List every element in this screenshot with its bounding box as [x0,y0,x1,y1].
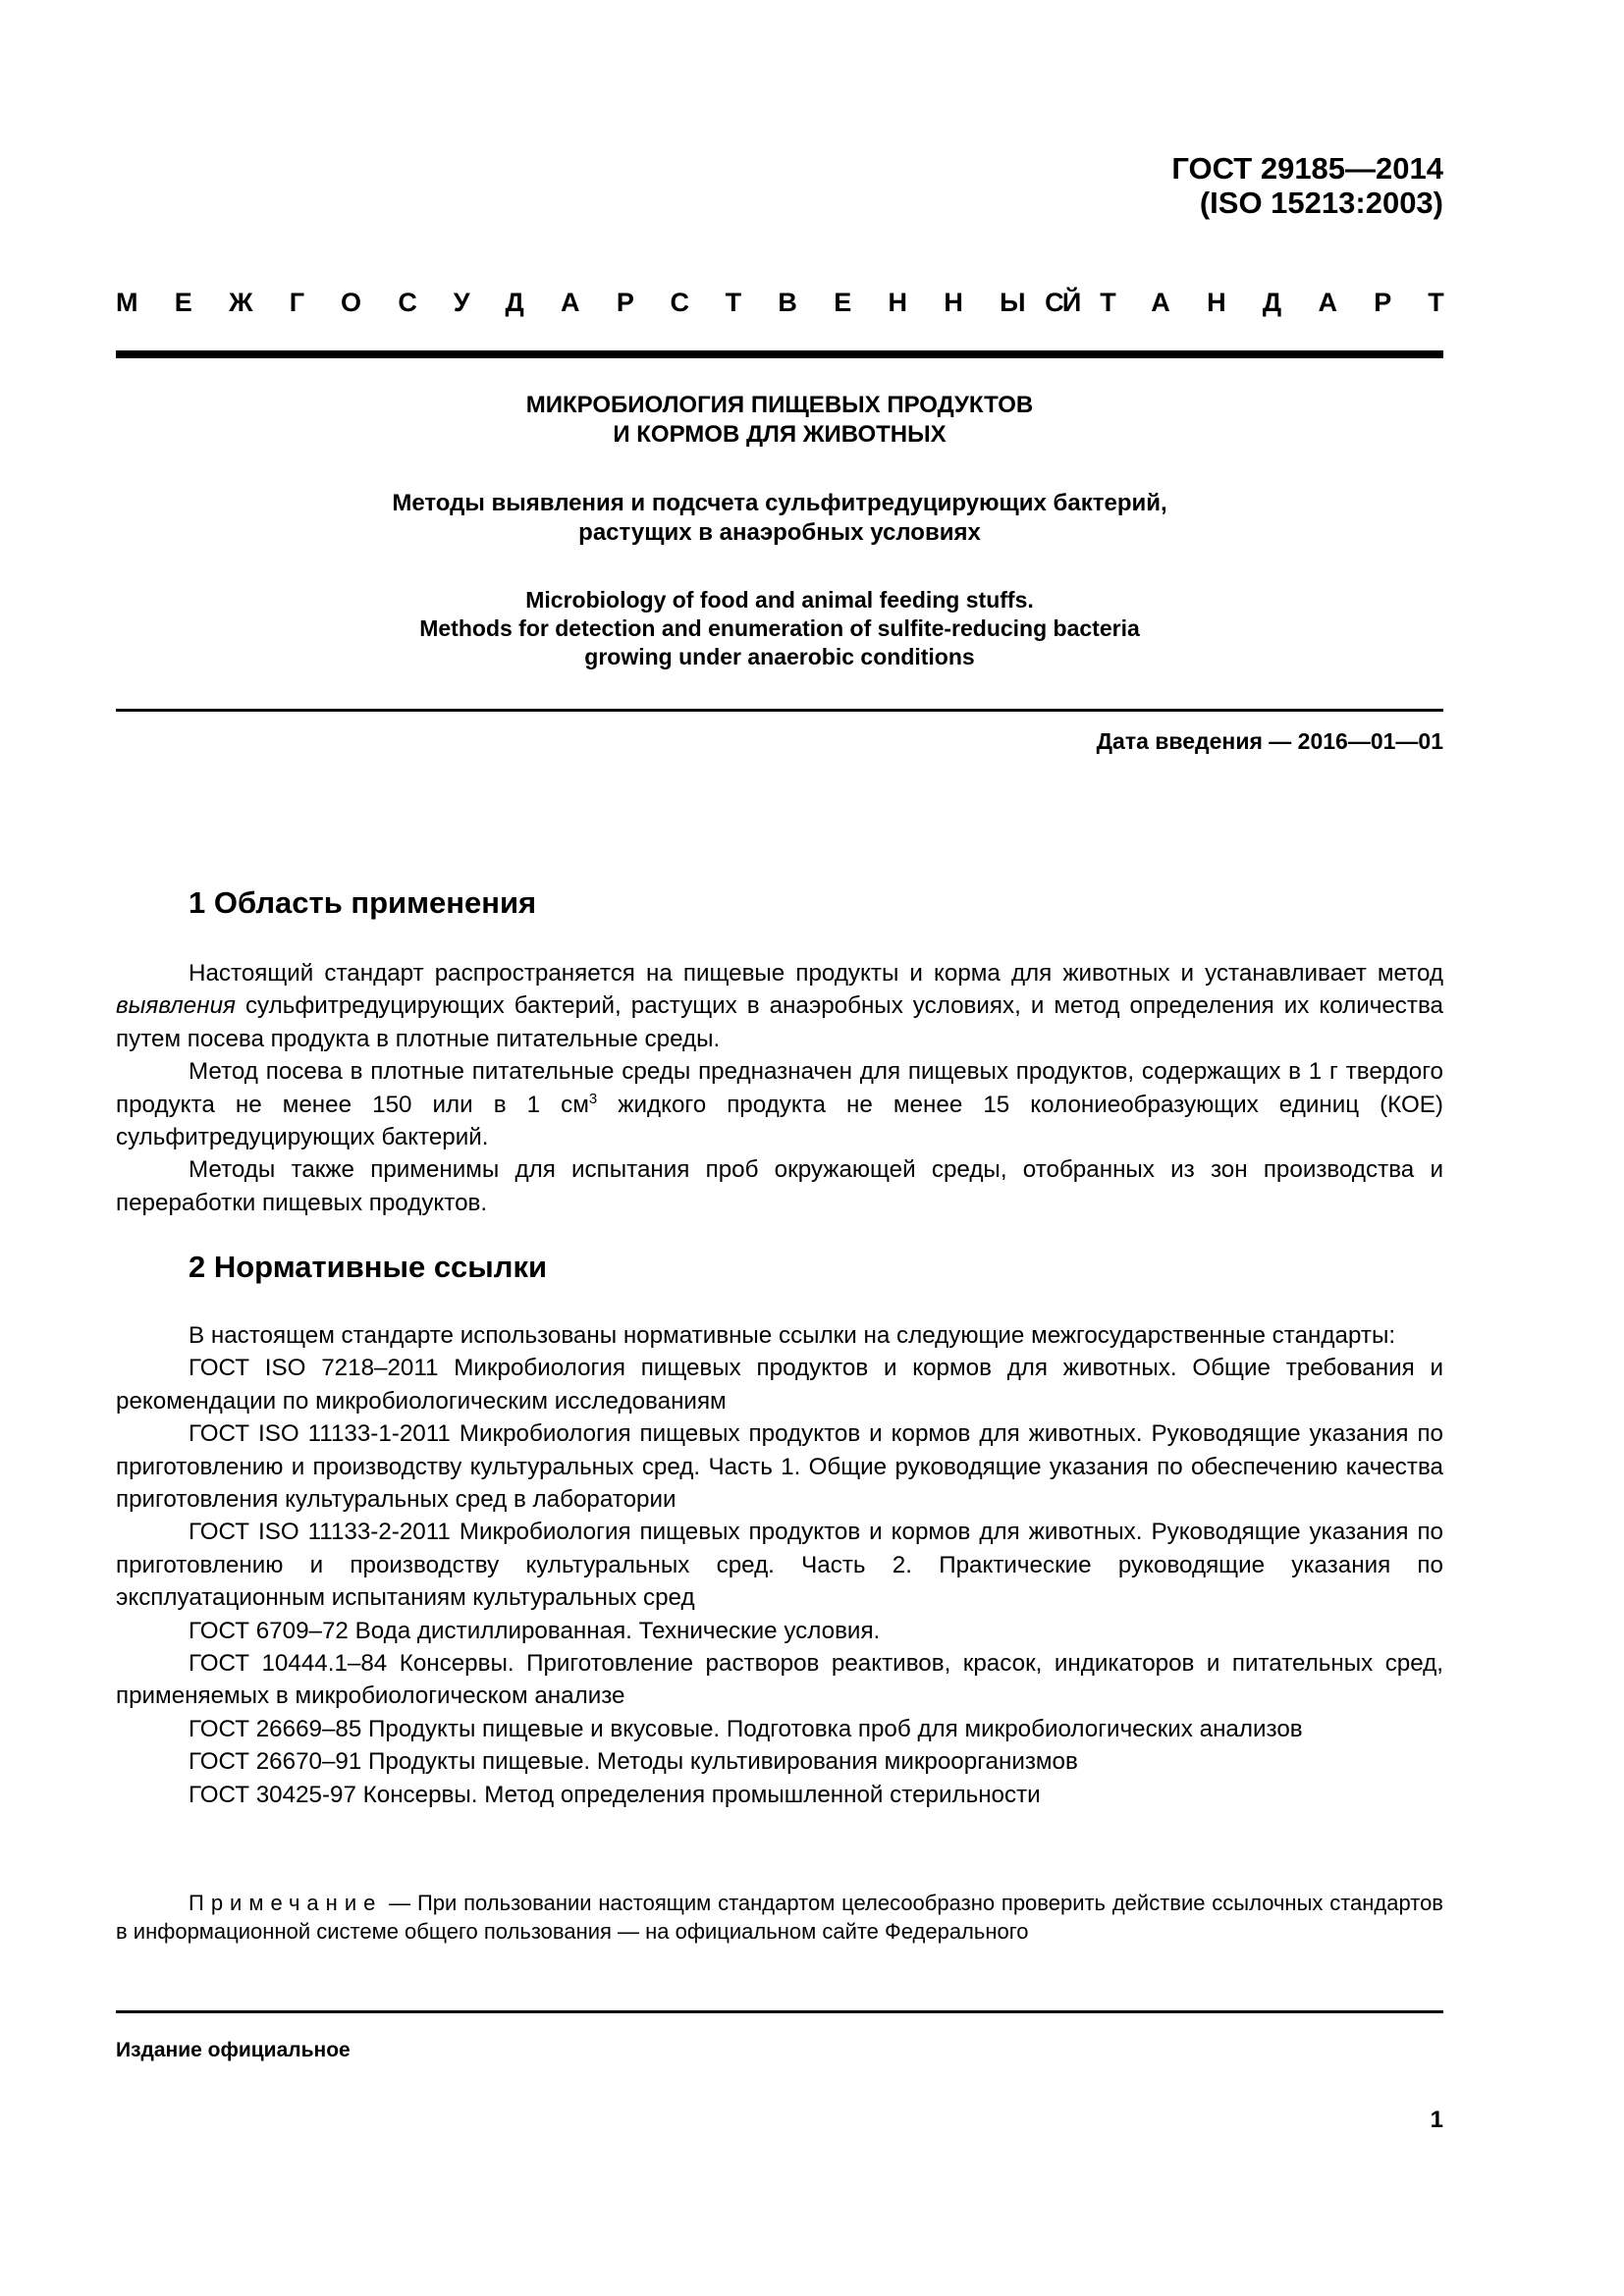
note-text: — При пользовании настоящим стандартом целесообразно проверить действие ссылочных стандартов в информационной системе общего пользования — на официальном сайте Федерального [116,1891,1443,1944]
title-russian [116,391,1443,450]
title-en-line1: Microbiology of food and animal feeding stuffs. [525,587,1034,613]
reference-item: ГОСТ 26669–85 Продукты пищевые и вкусовые. Подготовка проб для микробиологических анализов [189,1715,1303,1742]
italic-emphasis: выявления [116,992,236,1020]
iso-equivalent: (ISO 15213:2003) [1199,186,1443,220]
title-ru-line2: И КОРМОВ ДЛЯ ЖИВОТНЫХ [613,421,947,448]
standard-number: ГОСТ 29185—2014 [1171,151,1443,186]
note-paragraph [116,1889,1443,1946]
note-label: Примечание [189,1891,383,1915]
title-english [116,586,1443,671]
reference-item: ГОСТ 6709–72 Вода дистиллированная. Технические условия. [189,1617,881,1644]
header-thick-divider [116,350,1443,358]
section-2-heading: 2 Нормативные ссылки [189,1250,548,1284]
reference-item: ГОСТ 26670–91 Продукты пищевые. Методы культивирования микроорганизмов [189,1748,1078,1776]
subtitle-ru-line1: Методы выявления и подсчета сульфитредуцирующих бактерий, [392,490,1167,516]
footer-divider [116,2010,1443,2013]
section-1-paragraph-3: Методы также применимы для испытания проб окружающей среды, отобранных из зон производства и переработки пищевых продуктов. [116,1156,1443,1216]
title-ru-line1: МИКРОБИОЛОГИЯ ПИЩЕВЫХ ПРОДУКТОВ [525,392,1034,418]
subtitle-ru-line2: растущих в анаэробных условиях [578,519,981,546]
document-page [116,0,1481,2296]
section-2-intro: В настоящем стандарте использованы нормативные ссылки на следующие межгосударственные стандарты: [189,1322,1396,1349]
section-2-body [116,1319,1443,1811]
reference-item: ГОСТ 10444.1–84 Консервы. Приготовление растворов реактивов, красок, индикаторов и питательных сред, применяемых в микробиологическом анализе [116,1650,1443,1710]
title-en-line2: Methods for detection and enumeration of sulfite-reducing bacteria [419,615,1140,641]
section-1-body [116,957,1443,1219]
standard-code [1171,151,1443,220]
reference-item: ГОСТ ISO 11133-1-2011 Микробиология пищевых продуктов и кормов для животных. Руководящие указания по приготовлению и производству культуральных сред. Часть 1. Общие руководящие указания по обеспечению качества приготовления культуральных сред в лаборатории [116,1420,1443,1514]
superscript: 3 [588,1090,598,1107]
introduction-date: Дата введения — 2016—01—01 [1096,728,1443,754]
reference-item: ГОСТ ISO 7218–2011 Микробиология пищевых продуктов и кормов для животных. Общие требования и рекомендации по микробиологическим исследованиям [116,1355,1443,1415]
title-en-line3: growing under anaerobic conditions [584,644,975,669]
official-edition-label: Издание официальное [116,2039,351,2061]
reference-item: ГОСТ 30425-97 Консервы. Метод определения промышленной стерильности [189,1781,1041,1808]
standard-type-word1: МЕЖГОСУДАРСТВЕННЫЙ [116,288,1118,317]
page-number: 1 [1430,2107,1443,2133]
title-divider [116,709,1443,712]
standard-type-word2: СТАНДАРТ [1045,288,1481,317]
section-1-heading: 1 Область применения [189,885,537,920]
reference-item: ГОСТ ISO 11133-2-2011 Микробиология пищевых продуктов и кормов для животных. Руководящие указания по приготовлению и производству культуральных сред. Часть 2. Практические руководящие указания по эксплуатационным испытаниям культуральных сред [116,1519,1443,1612]
subtitle-russian [116,489,1443,548]
section-1-paragraph-1: Настоящий стандарт распространяется на пищевые продукты и корма для животных и устанавливает метод выявления сульфитредуцирующих бактерий, растущих в анаэробных условиях, и метод определения их количества путем посева продукта в плотные питательные среды. [116,960,1443,1052]
title-block [116,391,1443,671]
section-1-paragraph-2: Метод посева в плотные питательные среды предназначен для пищевых продуктов, содержащих в 1 г твердого продукта не менее 150 или в 1 $см^3$ жидкого продукта не менее 15 колониеобразующих единиц (КОЕ) сульфитредуцирующих бактерий. [116,1058,1443,1151]
